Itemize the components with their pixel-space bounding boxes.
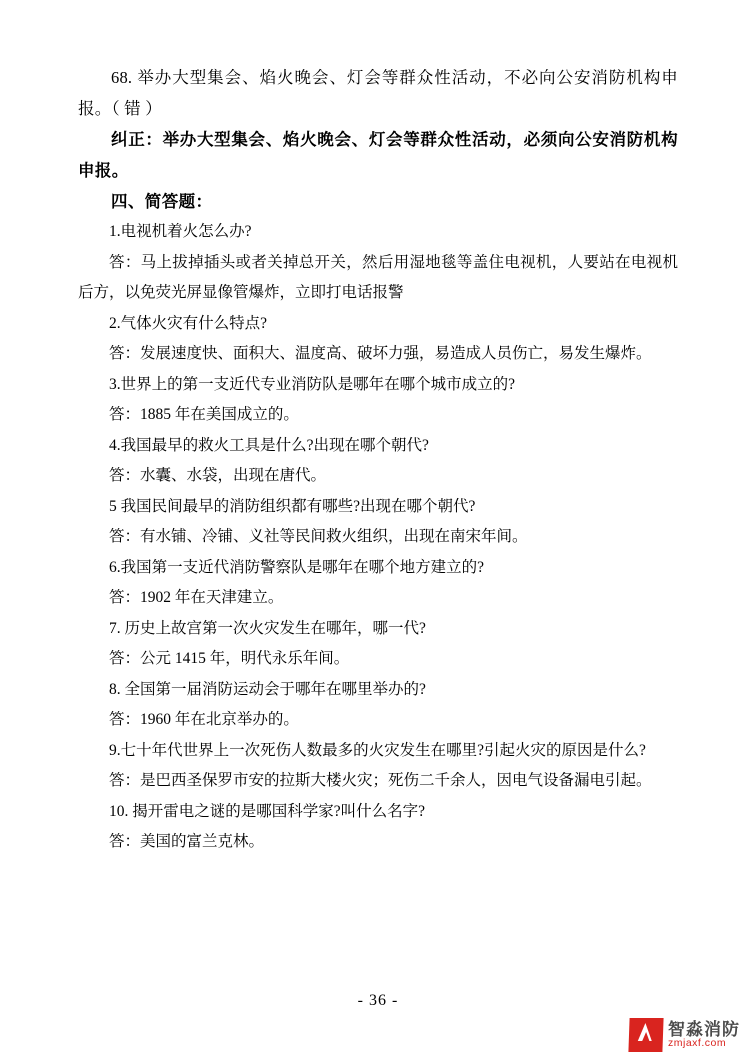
question-6: 6.我国第一支近代消防警察队是哪年在哪个地方建立的? [109, 558, 485, 576]
flame-icon [628, 1018, 663, 1052]
answer-5: 答：有水铺、冷铺、义社等民间救火组织，出现在南宋年间。 [109, 528, 528, 545]
watermark-url: zmjaxf.com [668, 1037, 727, 1050]
answer-10: 答：美国的富兰克林。 [109, 833, 265, 850]
watermark [629, 1018, 740, 1052]
section-heading-short-answer: 四、简答题： [111, 192, 213, 211]
answer-2: 答：发展速度快、面积大、温度高、破坏力强，易造成人员伤亡，易发生爆炸。 [109, 345, 652, 362]
question-10: 10. 揭开雷电之谜的是哪国科学家?叫什么名字? [109, 802, 426, 820]
question-3: 3.世界上的第一支近代专业消防队是哪年在哪个城市成立的? [109, 375, 516, 393]
answer-9: 答：是巴西圣保罗市安的拉斯大楼火灾；死伤二千余人，因电气设备漏电引起。 [109, 772, 652, 789]
answer-6: 答：1902 年在天津建立。 [109, 589, 284, 606]
answer-8: 答：1960 年在北京举办的。 [109, 711, 299, 728]
question-4: 4.我国最早的救火工具是什么?出现在哪个朝代? [109, 436, 429, 454]
statement-68: 68. 举办大型集会、焰火晚会、灯会等群众性活动，不必向公安消防机构申报。（ 错 ） [78, 68, 678, 118]
answer-7: 答：公元 1415 年，明代永乐年间。 [109, 650, 350, 667]
question-2: 2.气体火灾有什么特点? [109, 314, 268, 332]
answer-3: 答：1885 年在美国成立的。 [109, 406, 299, 423]
answer-4: 答：水囊、水袋，出现在唐代。 [109, 467, 327, 484]
answer-1: 答：马上拔掉插头或者关掉总开关，然后用湿地毯等盖住电视机，人要站在电视机后方，以免荧光屏显像管爆炸，立即打电话报警 [78, 253, 678, 301]
question-8: 8. 全国第一届消防运动会于哪年在哪里举办的? [109, 680, 426, 698]
correction-68: 纠正：举办大型集会、焰火晚会、灯会等群众性活动，必须向公安消防机构申报。 [78, 130, 678, 180]
question-1: 1.电视机着火怎么办? [109, 223, 252, 240]
page-number: - 36 - [357, 992, 399, 1009]
question-7: 7. 历史上故宫第一次火灾发生在哪年，哪一代? [109, 619, 426, 637]
question-5: 5 我国民间最早的消防组织都有哪些?出现在哪个朝代? [109, 497, 476, 515]
watermark-brand: 智淼消防 [668, 1019, 740, 1039]
watermark-text [668, 1021, 740, 1050]
question-9: 9.七十年代世界上一次死伤人数最多的火灾发生在哪里?引起火灾的原因是什么? [109, 741, 646, 759]
